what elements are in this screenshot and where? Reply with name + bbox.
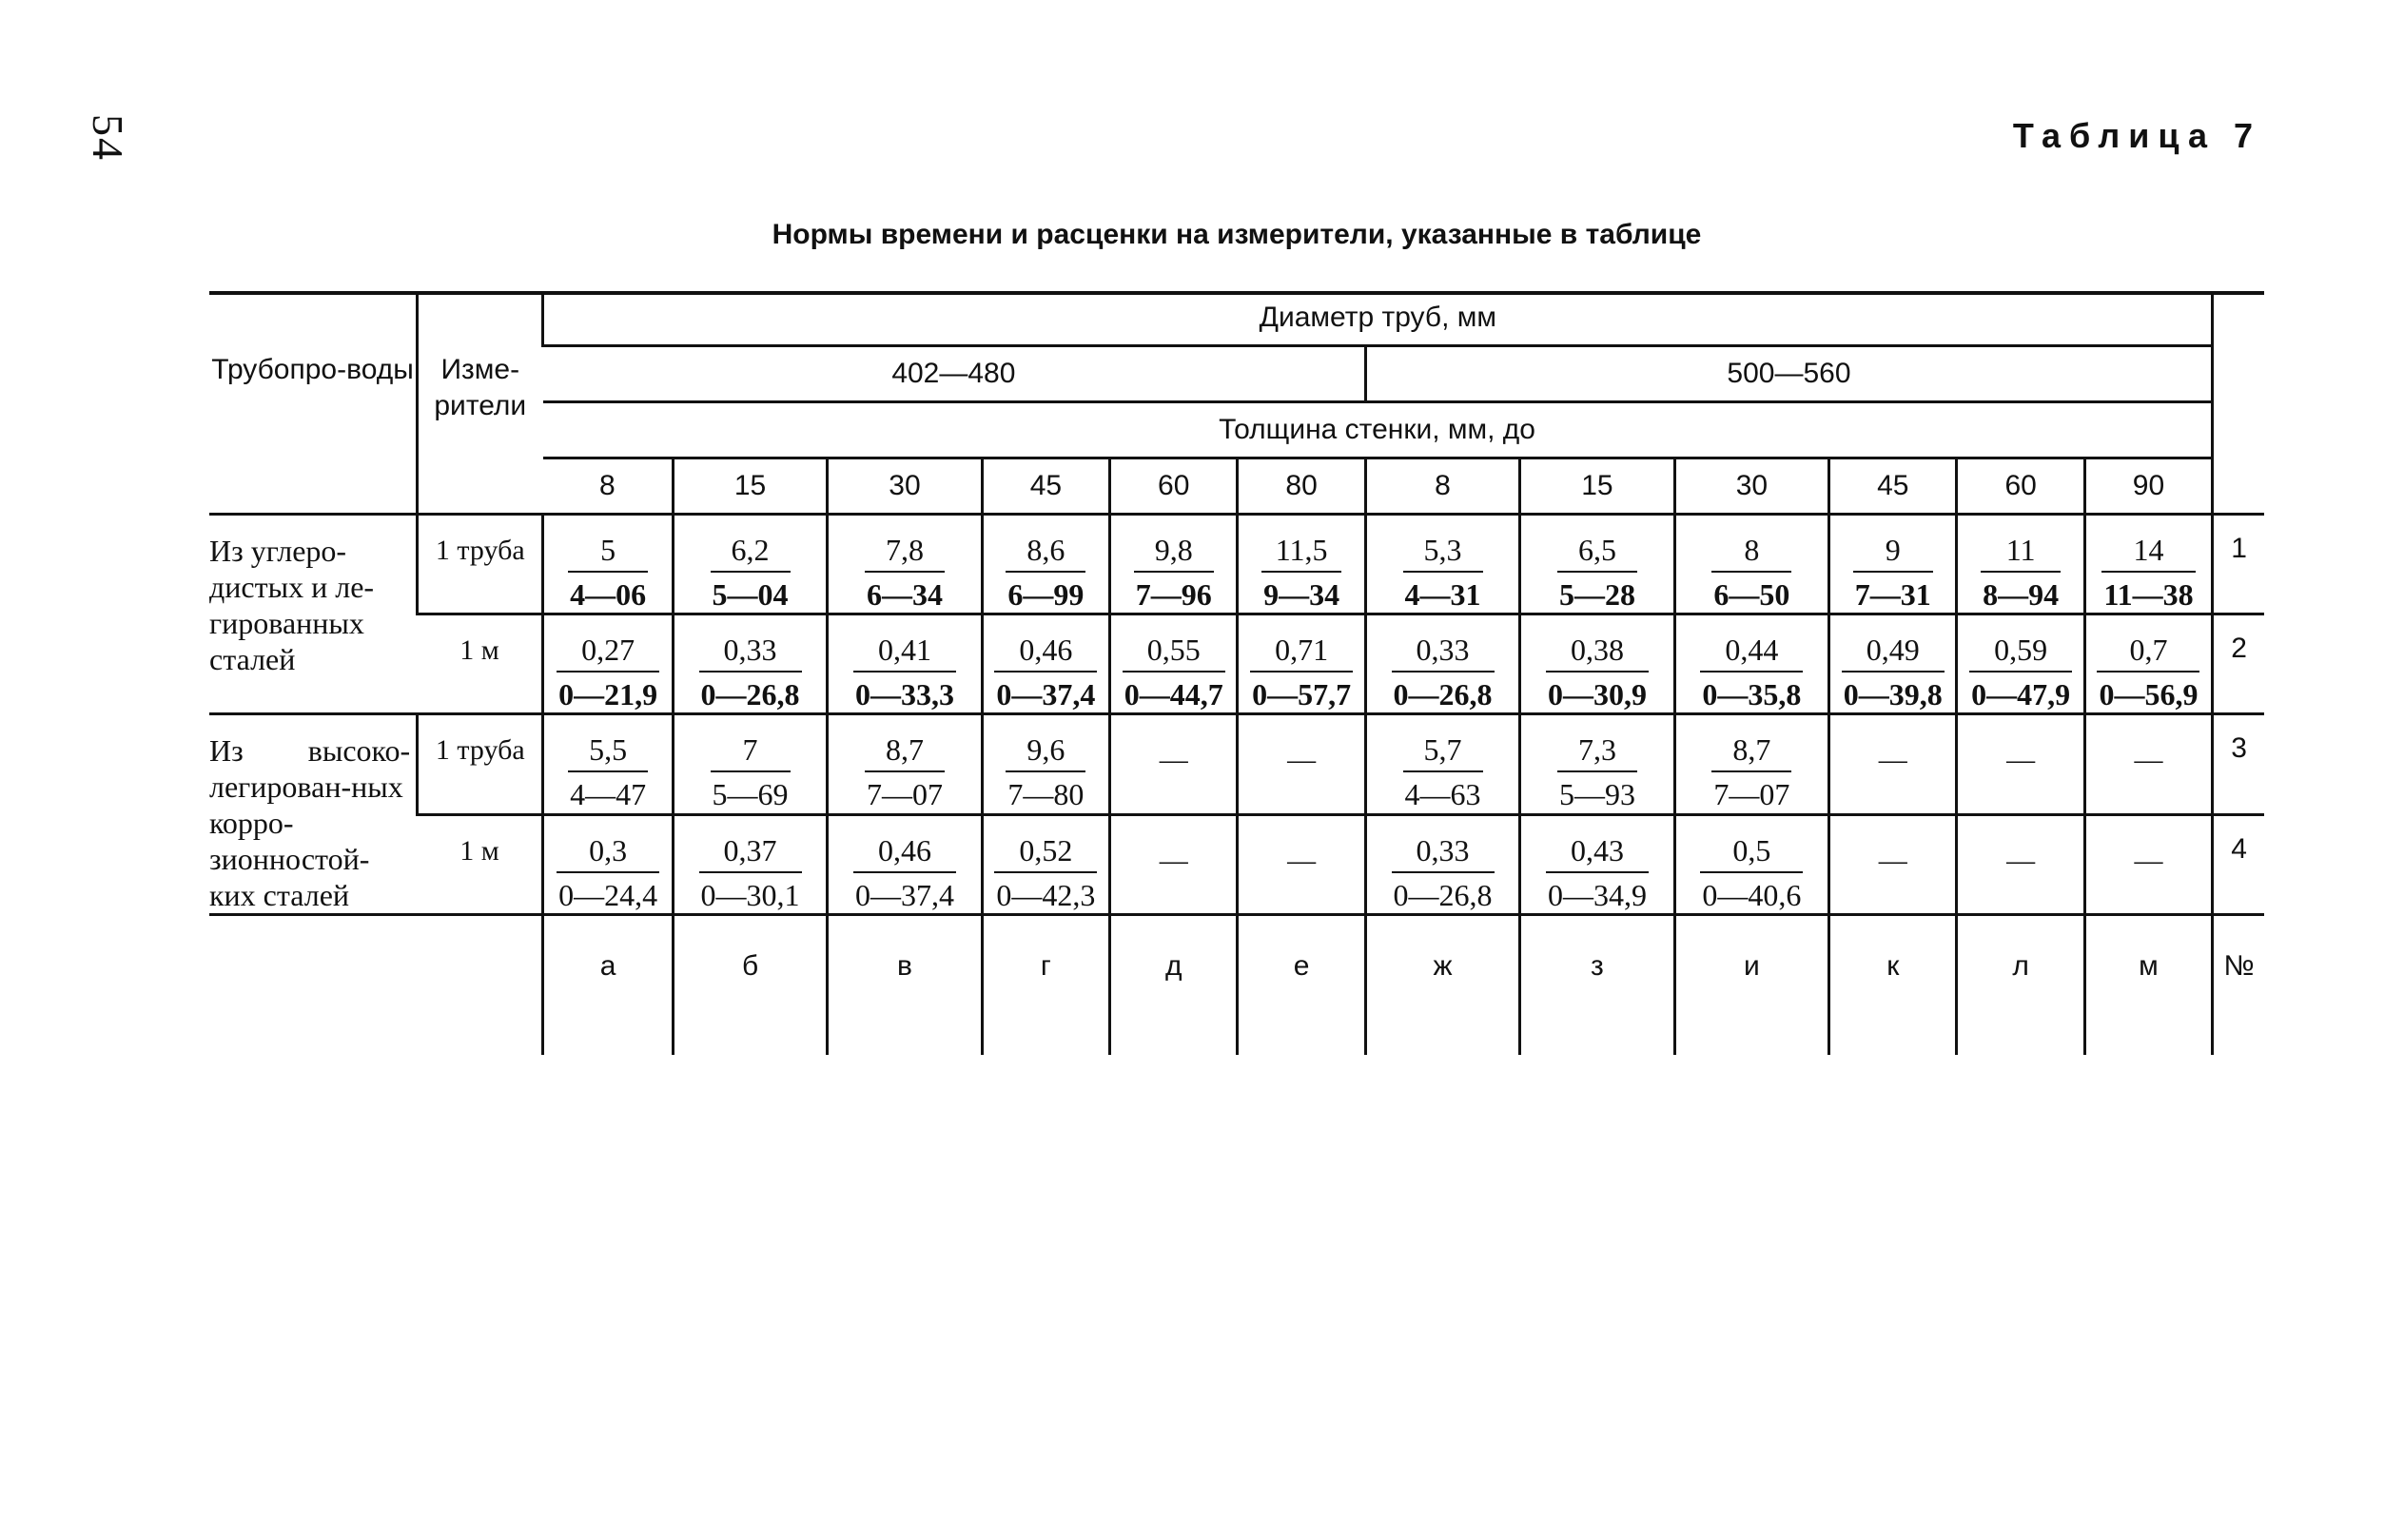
empty-cell-dash: — — [1110, 714, 1238, 815]
time-norm: 0,52 — [994, 833, 1097, 873]
norm-cell — [1957, 614, 2084, 714]
thickness-value: 45 — [982, 458, 1109, 515]
price-rate: 0—34,9 — [1547, 877, 1647, 912]
column-letter: м — [2084, 915, 2212, 1056]
column-letter: б — [673, 915, 827, 1056]
header-diameter: Диаметр труб, мм — [543, 291, 2213, 346]
time-norm: 8,6 — [1006, 533, 1085, 573]
table-row — [209, 515, 2264, 614]
price-rate: 5—28 — [1558, 577, 1635, 612]
time-norm: 0,33 — [1392, 833, 1495, 873]
empty-cell-dash: — — [1110, 814, 1238, 915]
norm-fraction — [1006, 732, 1085, 812]
time-norm: 0,7 — [2097, 633, 2199, 673]
norm-cell — [1674, 814, 1828, 915]
row-number: 4 — [2213, 814, 2264, 915]
time-norm: 11 — [1981, 533, 2061, 573]
price-rate: 0—37,4 — [854, 877, 954, 912]
time-norm: 0,49 — [1842, 633, 1945, 673]
norm-cell — [673, 614, 827, 714]
measure-unit: 1 м — [418, 614, 543, 714]
norm-cell — [1110, 614, 1238, 714]
price-rate: 0—40,6 — [1702, 877, 1802, 912]
time-norm: 0,3 — [557, 833, 659, 873]
column-letters-row — [209, 915, 2264, 1056]
norm-fraction — [1546, 633, 1649, 712]
column-letter: е — [1238, 915, 1365, 1056]
norm-cell — [1365, 515, 1519, 614]
norm-fraction — [557, 633, 659, 712]
time-norm: 0,59 — [1969, 633, 2072, 673]
measure-unit: 1 труба — [418, 714, 543, 815]
norm-cell — [1365, 714, 1519, 815]
number-sign: № — [2213, 915, 2264, 1056]
price-rate: 0—35,8 — [1702, 677, 1802, 712]
norm-cell — [543, 814, 673, 915]
time-norm: 5,5 — [568, 732, 648, 772]
norm-cell — [1957, 515, 2084, 614]
norm-cell — [828, 515, 982, 614]
price-rate: 0—39,8 — [1843, 677, 1943, 712]
empty-cell-dash: — — [1957, 714, 2084, 815]
time-norm: 6,2 — [711, 533, 791, 573]
norm-fraction — [1700, 633, 1803, 712]
norm-fraction — [853, 833, 956, 913]
column-letter: в — [828, 915, 982, 1056]
column-letter: и — [1674, 915, 1828, 1056]
norm-fraction — [699, 833, 802, 913]
norm-fraction — [1969, 633, 2072, 712]
norm-cell — [982, 614, 1109, 714]
norm-cell — [1110, 515, 1238, 614]
time-norm: 7 — [711, 732, 791, 772]
price-rate: 0—26,8 — [1393, 877, 1493, 912]
norm-cell — [1238, 515, 1365, 614]
column-letter: г — [982, 915, 1109, 1056]
norm-fraction — [994, 833, 1097, 913]
time-norm: 7,8 — [865, 533, 945, 573]
group-name: Из углеро-дистых и ле-гированных сталей — [209, 515, 418, 714]
norm-cell — [1674, 714, 1828, 815]
price-rate: 5—69 — [712, 777, 789, 811]
price-rate: 0—33,3 — [854, 677, 954, 712]
norm-fraction — [853, 633, 956, 712]
thickness-value: 8 — [543, 458, 673, 515]
thickness-value: 45 — [1829, 458, 1957, 515]
price-rate: 4—06 — [570, 577, 647, 612]
time-norm: 0,37 — [699, 833, 802, 873]
column-letter: з — [1520, 915, 1674, 1056]
norm-cell — [828, 714, 982, 815]
price-rate: 0—24,4 — [558, 877, 658, 912]
norm-fraction — [1403, 732, 1483, 812]
thickness-value: 60 — [1110, 458, 1238, 515]
time-norm: 9 — [1853, 533, 1933, 573]
time-norm: 5,7 — [1403, 732, 1483, 772]
price-rate: 6—34 — [866, 577, 943, 612]
norm-cell — [1238, 614, 1365, 714]
time-norm: 0,41 — [853, 633, 956, 673]
norm-fraction — [1392, 833, 1495, 913]
norm-fraction — [1250, 633, 1353, 712]
table-row — [209, 814, 2264, 915]
time-norm: 0,33 — [1392, 633, 1495, 673]
price-rate: 0—42,3 — [996, 877, 1096, 912]
time-norm: 0,71 — [1250, 633, 1353, 673]
norm-cell — [1674, 515, 1828, 614]
price-rate: 0—30,1 — [700, 877, 800, 912]
column-letter: а — [543, 915, 673, 1056]
time-norm: 9,8 — [1134, 533, 1214, 573]
time-norm: 0,27 — [557, 633, 659, 673]
norm-fraction — [1557, 533, 1637, 613]
norm-cell — [828, 814, 982, 915]
price-rate: 0—26,8 — [1393, 677, 1493, 712]
norm-cell — [1829, 515, 1957, 614]
time-norm: 0,38 — [1546, 633, 1649, 673]
empty-cell-dash: — — [1829, 814, 1957, 915]
price-rate: 7—07 — [866, 777, 943, 811]
price-rate: 8—94 — [1983, 577, 2060, 612]
norm-cell — [1674, 614, 1828, 714]
empty-cell-dash: — — [1238, 814, 1365, 915]
price-rate: 0—44,7 — [1124, 677, 1223, 712]
time-norm: 14 — [2101, 533, 2195, 573]
norm-fraction — [1700, 833, 1803, 913]
norm-fraction — [1392, 633, 1495, 712]
norm-cell — [1365, 814, 1519, 915]
norm-cell — [673, 714, 827, 815]
norm-fraction — [1711, 732, 1791, 812]
norm-cell — [1365, 614, 1519, 714]
header-pipelines: Трубопро-воды — [211, 354, 414, 385]
time-norm: 9,6 — [1006, 732, 1085, 772]
table-row — [209, 714, 2264, 815]
norm-fraction — [1261, 533, 1341, 613]
norm-fraction — [1546, 833, 1649, 913]
norm-cell — [1520, 614, 1674, 714]
norm-fraction — [1842, 633, 1945, 712]
page-number: 54 — [84, 114, 132, 162]
table-label: Таблица 7 — [2012, 116, 2261, 155]
norm-fraction — [699, 633, 802, 712]
norm-fraction — [1853, 533, 1933, 613]
row-number: 2 — [2213, 614, 2264, 714]
norm-cell — [1520, 714, 1674, 815]
norms-table — [209, 291, 2264, 1055]
time-norm: 7,3 — [1557, 732, 1637, 772]
norm-cell — [2084, 614, 2212, 714]
norm-fraction — [1123, 633, 1225, 712]
norm-cell — [982, 814, 1109, 915]
column-letter: л — [1957, 915, 2084, 1056]
norm-fraction — [711, 732, 791, 812]
norm-fraction — [1557, 732, 1637, 812]
price-rate: 0—57,7 — [1252, 677, 1352, 712]
norm-fraction — [2101, 533, 2195, 613]
price-rate: 6—99 — [1007, 577, 1085, 612]
norm-cell — [982, 714, 1109, 815]
norm-cell — [828, 614, 982, 714]
table-row — [209, 614, 2264, 714]
measure-unit: 1 труба — [418, 515, 543, 614]
thickness-value: 90 — [2084, 458, 2212, 515]
time-norm: 8,7 — [1711, 732, 1791, 772]
header-row-diameter — [209, 291, 2264, 346]
header-range-500-560: 500—560 — [1365, 346, 2212, 402]
time-norm: 6,5 — [1557, 533, 1637, 573]
norm-fraction — [2097, 633, 2199, 712]
price-rate: 0—56,9 — [2099, 677, 2199, 712]
price-rate: 4—47 — [570, 777, 647, 811]
price-rate: 6—50 — [1713, 577, 1790, 612]
norm-cell — [1520, 515, 1674, 614]
norm-fraction — [557, 833, 659, 913]
thickness-value: 15 — [673, 458, 827, 515]
norm-fraction — [1006, 533, 1085, 613]
time-norm: 8 — [1711, 533, 1791, 573]
row-number: 3 — [2213, 714, 2264, 815]
thickness-value: 60 — [1957, 458, 2084, 515]
price-rate: 0—26,8 — [700, 677, 800, 712]
table-caption: Нормы времени и расценки на измерители, указанные в таблице — [772, 219, 1702, 250]
price-rate: 7—31 — [1854, 577, 1931, 612]
column-letter: ж — [1365, 915, 1519, 1056]
price-rate: 0—21,9 — [558, 677, 658, 712]
norm-cell — [673, 515, 827, 614]
column-letter: д — [1110, 915, 1238, 1056]
time-norm: 11,5 — [1261, 533, 1341, 573]
norm-fraction — [711, 533, 791, 613]
price-rate: 7—80 — [1007, 777, 1085, 811]
empty-cell-dash: — — [1238, 714, 1365, 815]
price-rate: 4—63 — [1404, 777, 1481, 811]
price-rate: 5—04 — [712, 577, 789, 612]
norm-fraction — [568, 533, 648, 613]
thickness-value: 15 — [1520, 458, 1674, 515]
price-rate: 4—31 — [1404, 577, 1481, 612]
time-norm: 0,44 — [1700, 633, 1803, 673]
norm-cell — [1520, 814, 1674, 915]
empty-cell-dash: — — [2084, 814, 2212, 915]
norm-fraction — [865, 732, 945, 812]
thickness-value: 30 — [1674, 458, 1828, 515]
norm-cell — [2084, 515, 2212, 614]
column-letter: к — [1829, 915, 1957, 1056]
time-norm: 5 — [568, 533, 648, 573]
norm-cell — [543, 714, 673, 815]
norm-fraction — [568, 732, 648, 812]
price-rate: 11—38 — [2103, 577, 2194, 612]
letters-blank — [209, 915, 543, 1056]
thickness-value: 30 — [828, 458, 982, 515]
price-rate: 0—30,9 — [1547, 677, 1647, 712]
time-norm: 0,43 — [1546, 833, 1649, 873]
price-rate: 5—93 — [1558, 777, 1635, 811]
time-norm: 0,46 — [853, 833, 956, 873]
header-thickness: Толщина стенки, мм, до — [543, 402, 2213, 458]
time-norm: 0,33 — [699, 633, 802, 673]
price-rate: 7—96 — [1135, 577, 1212, 612]
norm-cell — [543, 614, 673, 714]
group-name: Из высоко-легирован-ных корро-зионностой-ких сталей — [209, 714, 418, 915]
time-norm: 0,55 — [1123, 633, 1225, 673]
norm-fraction — [1981, 533, 2061, 613]
time-norm: 0,5 — [1700, 833, 1803, 873]
time-norm: 0,46 — [994, 633, 1097, 673]
norm-fraction — [865, 533, 945, 613]
norm-cell — [1829, 614, 1957, 714]
empty-cell-dash: — — [1957, 814, 2084, 915]
empty-cell-dash: — — [2084, 714, 2212, 815]
norm-fraction — [1134, 533, 1214, 613]
price-rate: 7—07 — [1713, 777, 1790, 811]
norm-cell — [543, 515, 673, 614]
thickness-value: 80 — [1238, 458, 1365, 515]
thickness-value: 8 — [1365, 458, 1519, 515]
empty-cell-dash: — — [1829, 714, 1957, 815]
norm-cell — [982, 515, 1109, 614]
time-norm: 5,3 — [1403, 533, 1483, 573]
price-rate: 0—37,4 — [996, 677, 1096, 712]
price-rate: 0—47,9 — [1971, 677, 2071, 712]
header-number-spacer — [2213, 291, 2264, 515]
header-range-402-480: 402—480 — [543, 346, 1365, 402]
header-measures: Изме-рители — [418, 291, 543, 515]
norm-fraction — [994, 633, 1097, 712]
norm-cell — [673, 814, 827, 915]
price-rate: 9—34 — [1263, 577, 1340, 612]
measure-unit: 1 м — [418, 814, 543, 915]
time-norm: 8,7 — [865, 732, 945, 772]
row-number: 1 — [2213, 515, 2264, 614]
norm-fraction — [1403, 533, 1483, 613]
norm-fraction — [1711, 533, 1791, 613]
